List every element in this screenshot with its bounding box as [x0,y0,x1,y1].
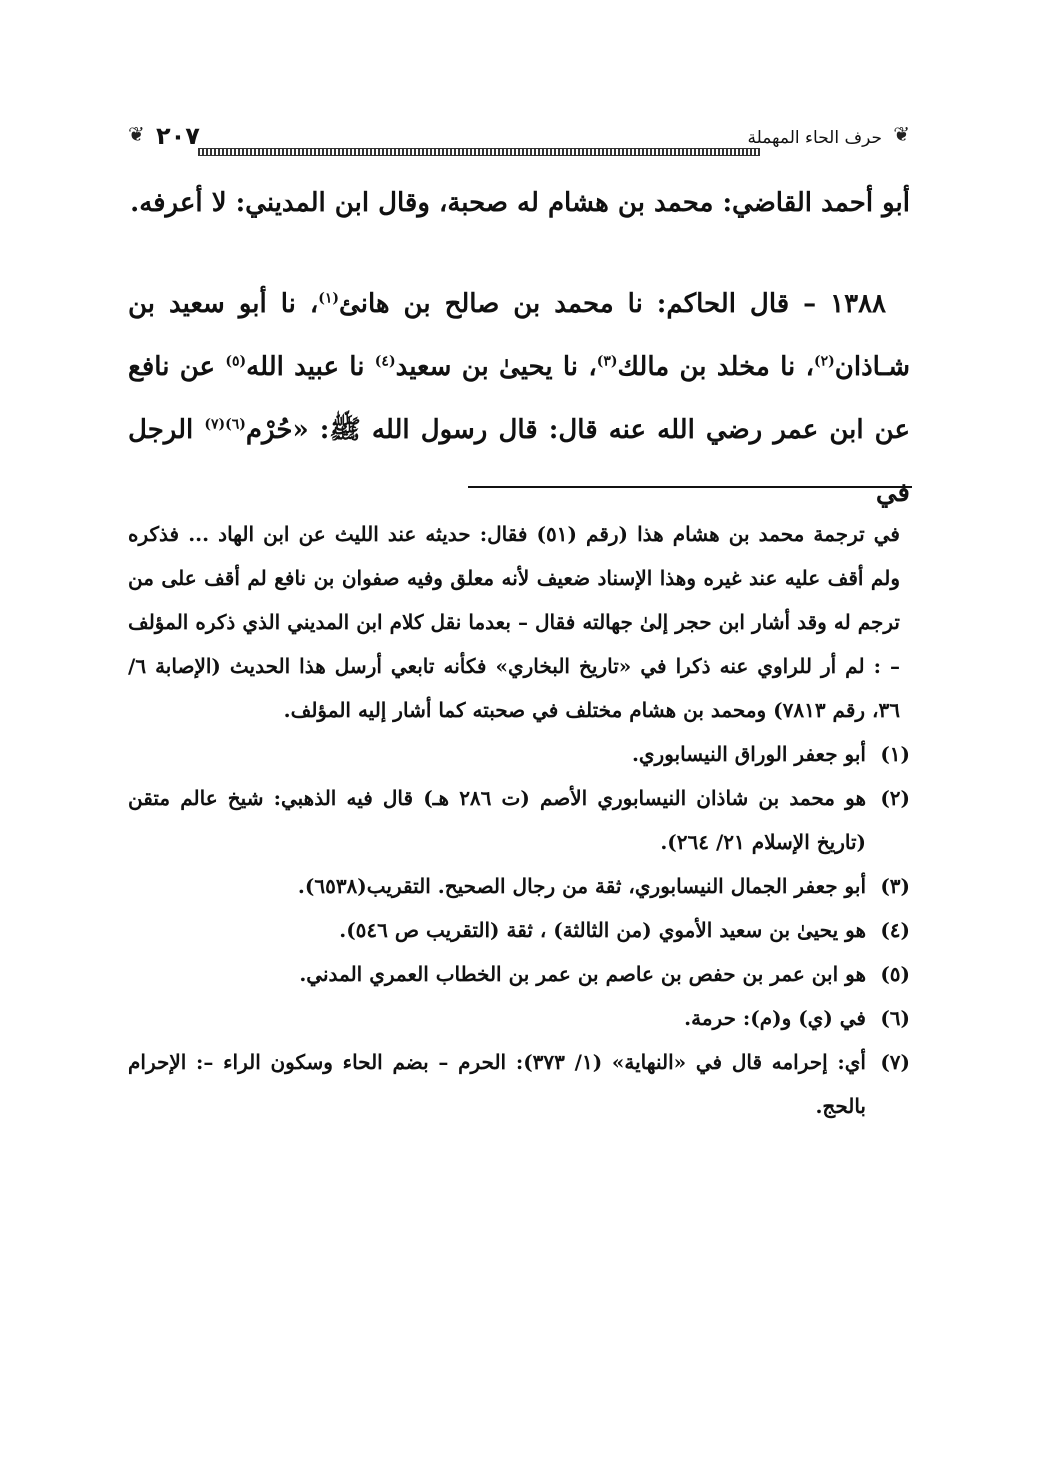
footnote-number: (٦) [880,1006,910,1030]
hadith-text-5: نا عبيد الله [246,352,375,382]
footnote-marker-3[interactable]: (٣) [596,353,618,370]
footnote-marker-6[interactable]: (٦) [225,416,246,433]
footnote-separator [468,486,912,488]
footnote-number: (٤) [880,918,910,942]
footnote-number: (١) [880,742,910,766]
footnote-text: هو ابن عمر بن حفص بن عاصم بن عمر بن الخطاب العمري المدني. [299,962,866,986]
footnote-marker-5[interactable]: (٥) [225,353,247,370]
hadith-text-4: ، نا يحيىٰ بن سعيد [395,352,597,382]
footnote-number: (٢) [880,786,910,810]
hadith-text-1: ١٣٨٨ – قال الحاكم: نا محمد بن صالح بن هانئ [339,289,887,319]
footnote-item-7 [128,1040,910,1128]
footnote-item-1 [128,732,910,776]
header-ornament-right: ❦ [893,122,910,146]
footnote-item-4 [128,908,910,952]
footnote-text: أبو جعفر الوراق النيسابوري. [631,742,866,766]
footnote-text: هو محمد بن شاذان النيسابوري الأصم (ت ٢٨٦ هـ) قال فيه الذهبي: شيخ عالم متقن (تاريخ الإسلام ٢١/ ٢٦٤). [128,786,866,854]
footnote-continuation: في ترجمة محمد بن هشام هذا (رقم (٥١) فقال: حديثه عند الليث عن ابن الهاد ... فذكره ولم أقف عليه عند غيره وهذا الإسناد ضعيف لأنه معلق وفيه صفوان بن نافع لم أقف على من ترجم له وقد أشار ابن حجر إلىٰ جهالته فقال – بعدما نقل كلام ابن المديني الذي ذكره المؤلف – : لم أر للراوي عنه ذكرا في «تاريخ البخاري» فكأنه تابعي أرسل هذا الحديث (الإصابة ٦/ ٣٦، رقم ٧٨١٣) ومحمد بن هشام مختلف في صحبته كما أشار إليه المؤلف. [128,522,900,722]
footnote-text: أي: إحرامه قال في «النهاية» (١/ ٣٧٣): الحرم – بضم الحاء وسكون الراء –: الإحرام بالحج. [128,1050,866,1118]
hadith-text-2: ، نا أبو سعيد بن شـاذان [128,289,910,382]
main-text [128,172,910,525]
running-header [128,118,910,158]
footnote-number: (٣) [880,874,910,898]
header-title: حرف الحاء المهملة [747,128,882,148]
footnote-text: في (ي) و(م): حرمة. [684,1006,866,1030]
footnote-text: أبو جعفر الجمال النيسابوري، ثقة من رجال الصحيح. التقريب(٦٥٣٨). [297,874,866,898]
footnote-marker-1[interactable]: (١) [318,290,340,307]
footnotes [128,512,910,1128]
main-line-top: أبو أحمد القاضي: محمد بن هشام له صحبة، وقال ابن المديني: لا أعرفه. [130,188,910,218]
header-rule [198,148,760,156]
footnote-item-3 [128,864,910,908]
footnote-marker-7[interactable]: (٧) [204,416,226,433]
hadith-text-7: الرجل في [128,415,910,508]
footnote-marker-4[interactable]: (٤) [374,353,396,370]
footnote-text: هو يحيىٰ بن سعيد الأموي (من الثالثة) ، ثقة (التقريب ص ٥٤٦). [339,918,866,942]
header-ornament-left: ❦ [128,122,145,146]
footnote-item-6 [128,996,910,1040]
footnote-number: (٧) [880,1050,910,1074]
footnote-item-5 [128,952,910,996]
footnote-item-2 [128,776,910,864]
footnote-number: (٥) [880,962,910,986]
hadith-text-3: ، نا مخلد بن مالك [617,352,814,382]
hadith-text-6: عن نافع عن ابن عمر رضي الله عنه قال: قال رسول الله ﷺ: «حُرْم [128,352,910,445]
page-number: ٢٠٧ [156,122,200,150]
footnote-marker-2[interactable]: (٢) [813,353,835,370]
